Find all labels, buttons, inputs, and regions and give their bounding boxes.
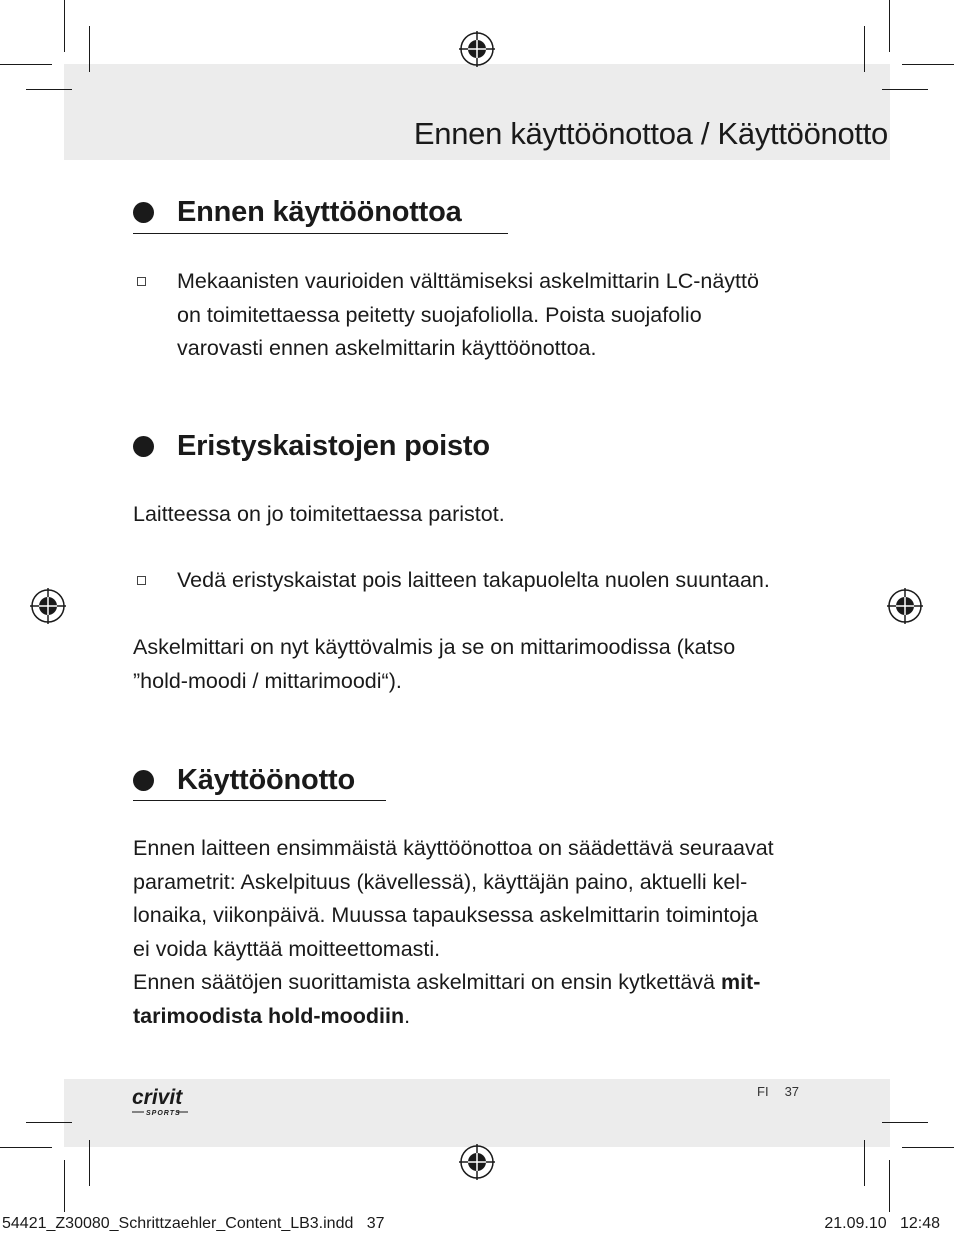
footer-page-info [757,1084,799,1099]
crop-mark [64,0,65,52]
bold-text: mit- [720,970,761,994]
bullet-icon [133,770,154,791]
paragraph-line: ”hold-moodi / mittarimoodi“). [133,668,402,693]
heading-underline [133,800,386,801]
registration-mark-icon [459,1144,495,1180]
logo-text: crivit [132,1086,183,1109]
registration-mark-icon [459,31,495,67]
registration-mark-icon [887,588,923,624]
crop-mark [26,89,72,90]
bullet-icon [133,436,154,457]
crop-mark [882,89,928,90]
registration-mark-icon [30,588,66,624]
crop-mark [64,1160,65,1212]
paragraph [133,631,833,698]
paragraph-line [133,1000,833,1034]
language-code: FI [757,1084,769,1099]
crivit-logo [130,1084,200,1120]
crop-mark [889,0,890,52]
heading-underline [133,233,508,234]
bold-text: tarimoodista hold-moodiin [133,1003,405,1028]
slug-file: 54421_Z30080_Schrittzaehler_Content_LB3.indd 37 [2,1215,385,1232]
paragraph: Laitteessa on jo toimitettaessa paristot. [133,502,505,526]
section-heading [133,764,355,797]
paragraph-line: lonaika, viikonpäivä. Muussa tapauksessa askelmittarin toimintoja [133,903,759,927]
logo-subtext: SPORTS [146,1110,181,1117]
list-item-line: on toimitettaessa peitetty suojafoliolla. Poista suojafolio [177,302,702,327]
crop-mark [89,26,90,72]
page-title: Ennen käyttöönottoa / Käyttöönotto [413,116,888,151]
crop-mark [0,1147,52,1148]
section-heading-text: Ennen käyttöönottoa [177,196,462,228]
crop-mark [26,1122,72,1123]
paragraph-text: . [404,1003,411,1028]
crop-mark [902,64,954,65]
crop-mark [0,64,52,65]
list-item-line: Mekaanisten vaurioiden välttämiseksi askelmittarin LC-näyttö [177,269,759,293]
page-number: 37 [784,1084,800,1099]
list-item-line: varovasti ennen askelmittarin käyttöönottoa. [177,336,597,360]
paragraph-line: Ennen laitteen ensimmäistä käyttöönottoa on säädettävä seuraavat [133,836,774,860]
crop-mark [89,1140,90,1186]
list-item [133,564,833,598]
slug-date: 21.09.10 12:48 [824,1215,940,1232]
section-heading [133,430,490,463]
crop-mark [902,1147,954,1148]
crop-mark [889,1160,890,1212]
section-heading [133,196,462,229]
paragraph-line: parametrit: Askelpituus (kävellessä), käyttäjän paino, aktuelli kel- [133,869,748,894]
crop-mark [864,26,865,72]
section-heading-text: Käyttöönotto [177,764,356,796]
list-item-line: Vedä eristyskaistat pois laitteen takapuolelta nuolen suuntaan. [177,568,770,592]
section-heading-text: Eristyskaistojen poisto [177,430,490,462]
checkbox-icon [137,576,146,585]
crop-mark [882,1122,928,1123]
paragraph-text: Ennen säätöjen suorittamista askelmittari on ensin kytkettävä [133,970,721,994]
list-item [133,265,833,366]
paragraph-line: Askelmittari on nyt käyttövalmis ja se on mittarimoodissa (katso [133,635,736,659]
checkbox-icon [137,277,146,286]
bullet-icon [133,202,154,223]
crop-mark [864,1140,865,1186]
paragraph [133,832,833,1033]
paragraph-line [133,966,833,1000]
paragraph-line: ei voida käyttää moitteettomasti. [133,936,441,961]
